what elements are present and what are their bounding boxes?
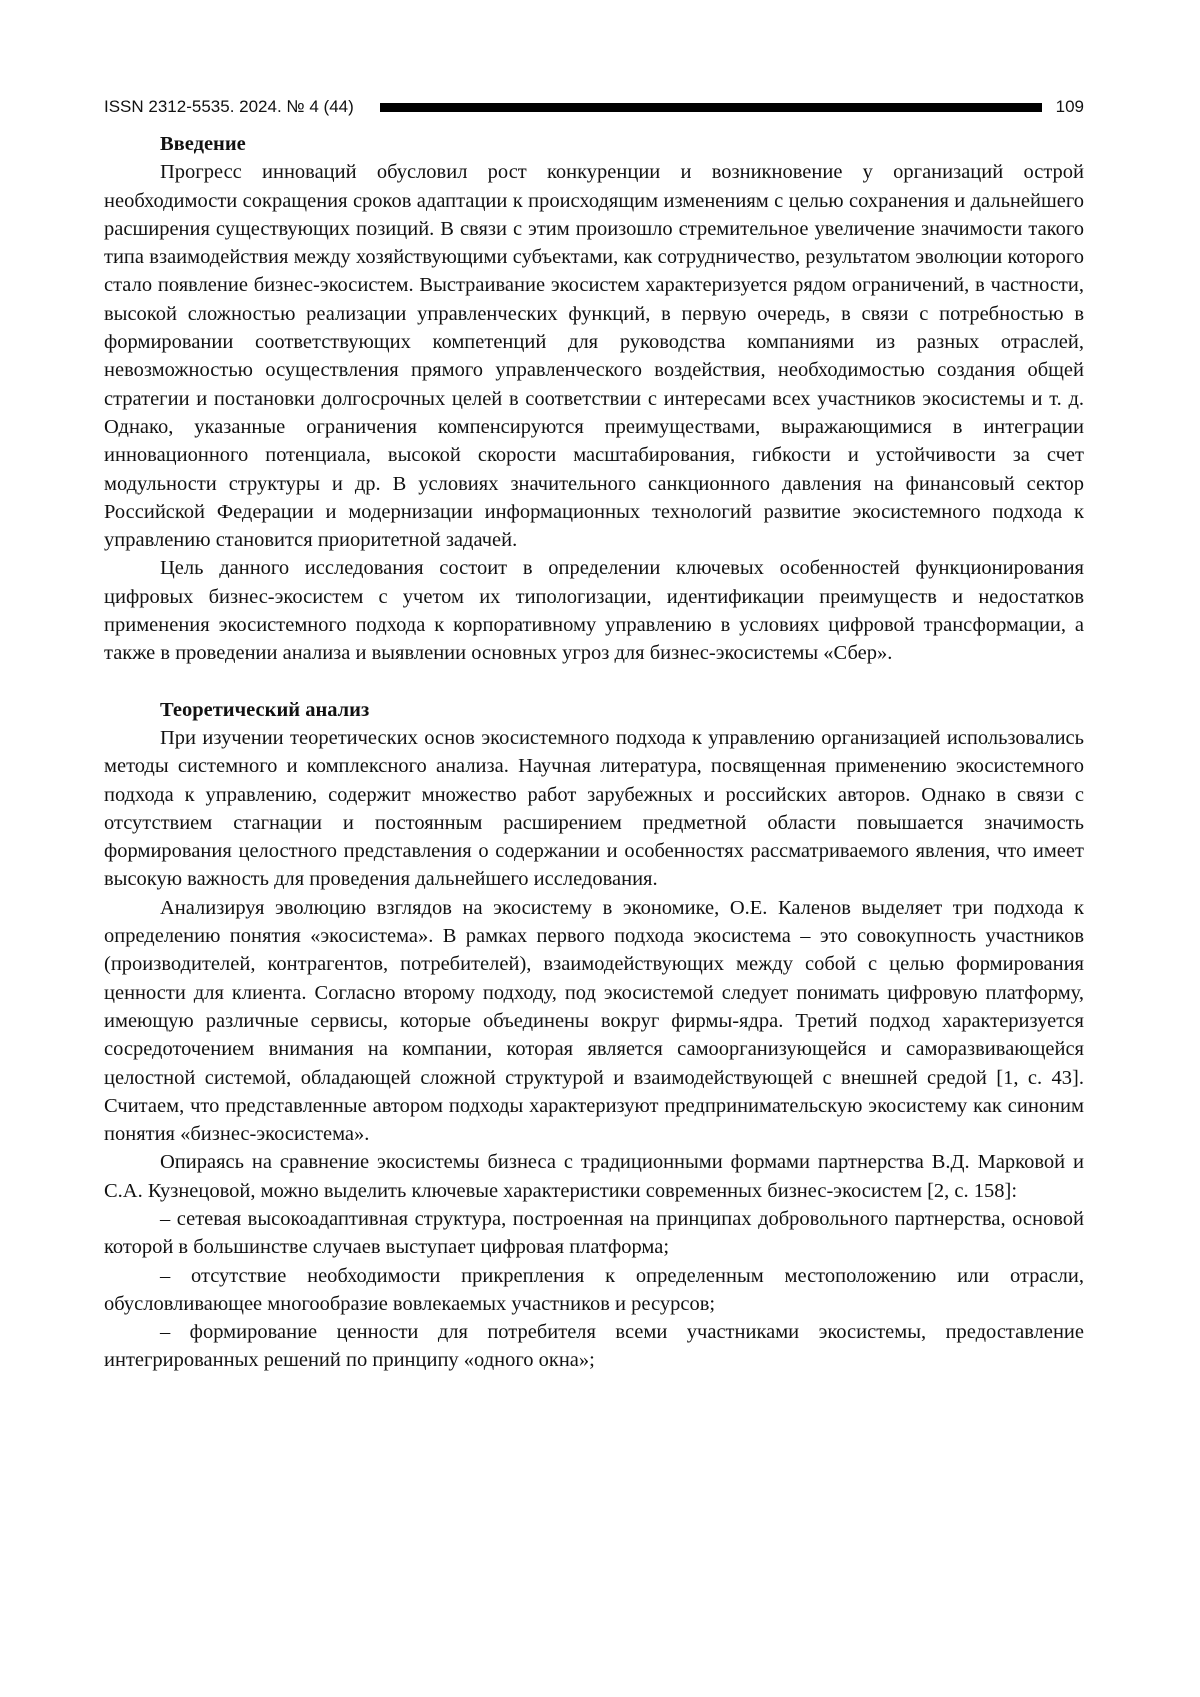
paragraph: Опираясь на сравнение экосистемы бизнеса с традиционными формами партнерства В.Д. Марковой и С.А. Кузнецовой, можно выделить ключевые характеристики современных бизнес-экосистем [2, с. 158]: <box>104 1151 1084 1202</box>
running-header <box>104 94 1084 120</box>
article-body <box>104 130 1084 1375</box>
section-spacer <box>104 668 1084 696</box>
list-item: – отсутствие необходимости прикрепления к определенным местоположению или отрасли, обусловливающее многообразие вовлекаемых участников и ресурсов; <box>104 1264 1084 1315</box>
section-heading-introduction: Введение <box>160 133 246 155</box>
paragraph: Цель данного исследования состоит в определении ключевых особенностей функционирования цифровых бизнес-экосистем с учетом их типологизации, идентификации преимуществ и недостатков применения экосистемного подхода к корпоративному управлению в условиях цифровой трансформации, а также в проведении анализа и выявлении основных угроз для бизнес-экосистемы «Сбер». <box>104 557 1084 665</box>
paragraph: При изучении теоретических основ экосистемного подхода к управлению организацией использовались методы системного и комплексного анализа. Научная литература, посвященная применению экосистемного подхода к управлению, содержит множество работ зарубежных и российских авторов. Однако в связи с отсутствием стагнации и постоянным расширением предметной области повышается значимость формирования целостного представления о содержании и особенностях рассматриваемого явления, что имеет высокую важность для проведения дальнейшего исследования. <box>104 726 1084 891</box>
journal-issn: ISSN 2312-5535. 2024. № 4 (44) <box>104 97 354 116</box>
list-item: – формирование ценности для потребителя всеми участниками экосистемы, предоставление интегрированных решений по принципу «одного окна»; <box>104 1321 1084 1372</box>
paragraph: Прогресс инноваций обусловил рост конкуренции и возникновение у организаций острой необходимости сокращения сроков адаптации к происходящим изменениям с целью сохранения и дальнейшего расширения существующих позиций. В связи с этим произошло стремительное увеличение значимости такого типа взаимодействия между хозяйствующими субъектами, как сотрудничество, результатом эволюции которого стало появление бизнес-экосистем. Выстраивание экосистем характеризуется рядом ограничений, в частности, высокой сложностью реализации управленческих функций, в первую очередь, в связи с потребностью в формировании соответствующих компетенций для руководства компаниями из разных отраслей, невозможностью осуществления прямого управленческого воздействия, необходимостью создания общей стратегии и постановки долгосрочных целей в соответствии с интересами всех участников экосистемы и т. д. Однако, указанные ограничения компенсируются преимуществами, выражающимися в интеграции инновационного потенциала, высокой скорости масштабирования, гибкости и устойчивости за счет модульности структуры и др. В условиях значительного санкционного давления на финансовый сектор Российской Федерации и модернизации информационных технологий развитие экосистемного подхода к управлению становится приоритетной задачей. <box>104 161 1084 552</box>
paragraph: Анализируя эволюцию взглядов на экосистему в экономике, О.Е. Каленов выделяет три подхода к определению понятия «экосистема». В рамках первого подхода экосистема – это совокупность участников (производителей, контрагентов, потребителей), взаимодействующих между собой с целью формирования ценности для клиента. Согласно второму подходу, под экосистемой следует понимать цифровую платформу, имеющую различные сервисы, которые объединены вокруг фирмы-ядра. Третий подход характеризуется сосредоточением внимания на компании, которая является самоорганизующейся и саморазвивающейся целостной системой, обладающей сложной структурой и взаимодействующей с внешней средой [1, с. 43]. Считаем, что представленные автором подходы характеризуют предпринимательскую экосистему как синоним понятия «бизнес-экосистема». <box>104 896 1084 1146</box>
list-item: – сетевая высокоадаптивная структура, построенная на принципах добровольного партнерства, основой которой в большинстве случаев выступает цифровая платформа; <box>104 1207 1084 1259</box>
page-number: 109 <box>1055 97 1084 116</box>
header-rule <box>380 103 1042 112</box>
section-heading-theoretical-analysis: Теоретический анализ <box>160 698 370 721</box>
